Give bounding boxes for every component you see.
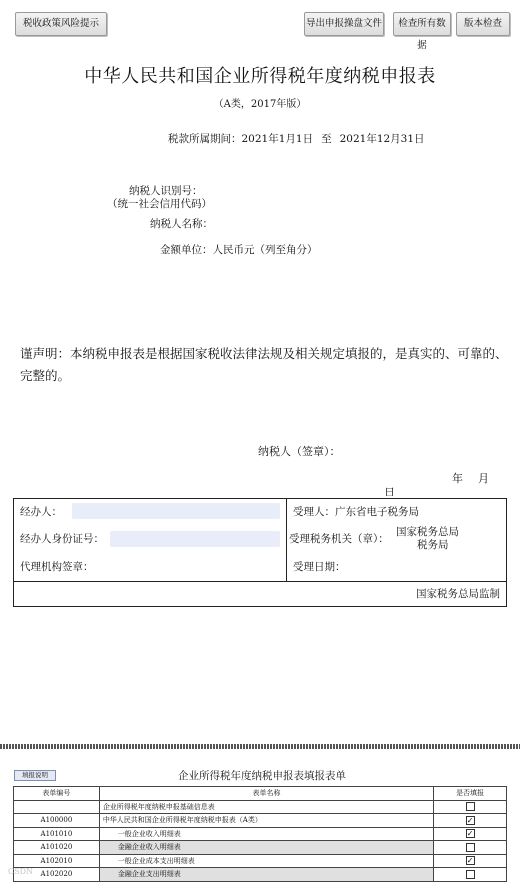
date-year: 年	[452, 472, 463, 485]
form-version: （A类，2017年版）	[213, 99, 307, 110]
check-all-button[interactable]: 检查所有数据	[393, 12, 451, 36]
box-divider-horizontal	[14, 581, 506, 582]
handler-field[interactable]	[72, 503, 280, 519]
period-end: 2021年12月31日	[339, 133, 425, 145]
agency-seal-label: 代理机构签章：	[20, 561, 94, 573]
agent-receiver-box	[13, 498, 507, 607]
filled-checkbox[interactable]: ✓	[466, 856, 474, 866]
tax-office-line1: 国家税务总局	[396, 526, 459, 538]
export-file-button[interactable]: 导出申报操盘文件	[304, 12, 384, 36]
tax-office-line2: 税务局	[417, 539, 449, 551]
table-row[interactable]	[14, 800, 507, 814]
filled-checkbox[interactable]: ✓	[466, 829, 474, 839]
version-check-button[interactable]: 版本检查	[456, 12, 510, 36]
table-row[interactable]	[14, 814, 507, 828]
form-list-header	[14, 787, 507, 801]
section-divider	[0, 744, 520, 749]
form-filled-cell	[434, 800, 507, 814]
taxpayer-name-label: 纳税人名称：	[150, 218, 213, 230]
table-row[interactable]	[14, 868, 507, 882]
tax-period	[168, 131, 425, 146]
form-name[interactable]: 一般企业成本支出明细表	[99, 854, 433, 868]
receive-date-label: 受理日期：	[293, 561, 346, 573]
form-code: A101020	[14, 841, 100, 855]
handler-id-label: 经办人身份证号：	[20, 533, 104, 545]
taxpayer-signature-label: 纳税人（签章）：	[258, 445, 341, 458]
form-code: A100000	[14, 814, 100, 828]
form-list-title: 企业所得税年度纳税申报表填报表单	[178, 770, 346, 782]
form-filled-cell	[434, 868, 507, 882]
form-name[interactable]: 金融企业支出明细表	[99, 868, 433, 882]
period-start: 税款所属期间：2021年1月1日	[168, 133, 314, 145]
table-row[interactable]	[14, 827, 507, 841]
header-name: 表单名称	[99, 787, 433, 801]
fill-instructions-button[interactable]: 填报说明	[14, 770, 56, 781]
amount-unit-label: 金额单位：人民币元（列至角分）	[160, 244, 318, 256]
form-filled-cell	[434, 841, 507, 855]
form-name[interactable]: 一般企业收入明细表	[99, 827, 433, 841]
form-code: A102020	[14, 868, 100, 882]
taxpayer-id-label: 纳税人识别号：	[129, 185, 203, 197]
form-list-table	[13, 786, 507, 882]
taxpayer-id-sublabel: （统一社会信用代码）	[107, 198, 212, 210]
policy-risk-button[interactable]: 税收政策风险提示	[15, 12, 107, 36]
form-filled-cell	[434, 827, 507, 841]
handler-id-field[interactable]	[110, 531, 280, 547]
date-month: 月	[478, 472, 489, 485]
box-divider-vertical	[286, 499, 287, 581]
form-name[interactable]: 企业所得税年度纳税申报基础信息表	[99, 800, 433, 814]
tax-office-label: 受理税务机关（章）：	[289, 533, 389, 545]
filled-checkbox[interactable]	[466, 870, 475, 879]
form-code	[14, 800, 100, 814]
receiver-label: 受理人：广东省电子税务局	[293, 506, 419, 518]
filled-checkbox[interactable]	[466, 802, 475, 811]
supervise-mark: 国家税务总局监制	[416, 588, 500, 600]
header-filled: 是否填报	[434, 787, 507, 801]
form-name[interactable]: 金融企业收入明细表	[99, 841, 433, 855]
form-name[interactable]: 中华人民共和国企业所得税年度纳税申报表（A类）	[99, 814, 433, 828]
form-code: A102010	[14, 854, 100, 868]
period-to: 至	[321, 133, 332, 145]
form-code: A101010	[14, 827, 100, 841]
table-row[interactable]	[14, 841, 507, 855]
form-filled-cell	[434, 854, 507, 868]
form-filled-cell	[434, 814, 507, 828]
filled-checkbox[interactable]: ✓	[466, 815, 474, 825]
date-day: 日	[384, 486, 395, 496]
handler-label: 经办人：	[20, 506, 62, 518]
header-code: 表单编号	[14, 787, 100, 801]
page-title: 中华人民共和国企业所得税年度纳税申报表	[84, 66, 436, 87]
declaration-text: 谨声明：本纳税申报表是根据国家税收法律法规及相关规定填报的，是真实的、可靠的、完整的。	[20, 346, 508, 383]
watermark: CSDN	[8, 867, 34, 876]
filled-checkbox[interactable]	[466, 843, 475, 852]
table-row[interactable]	[14, 854, 507, 868]
